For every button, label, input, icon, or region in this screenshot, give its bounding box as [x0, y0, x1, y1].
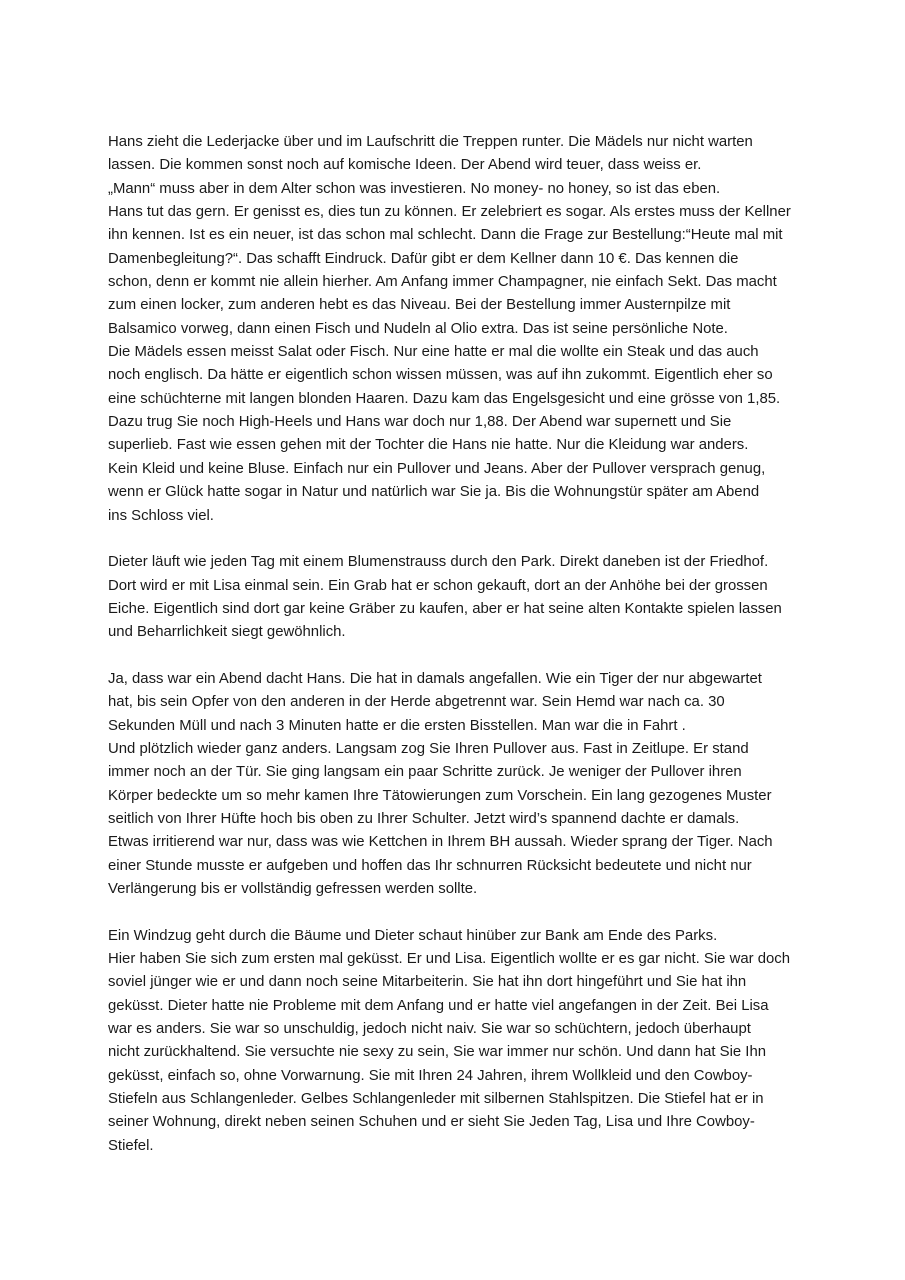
document-body	[108, 131, 808, 1181]
text-line: Balsamico vorweg, dann einen Fisch und Nudeln al Olio extra. Das ist seine persönliche Note.	[108, 320, 728, 337]
text-line: Die Mädels essen meisst Salat oder Fisch. Nur eine hatte er mal die wollte ein Steak und das auch	[108, 344, 759, 361]
text-line: geküsst, einfach so, ohne Vorwarnung. Sie mit Ihren 24 Jahren, ihrem Wollkleid und den Cowboy-	[108, 1067, 753, 1084]
text-line: Ja, dass war ein Abend dacht Hans. Die hat in damals angefallen. Wie ein Tiger der nur abgewartet	[108, 670, 762, 687]
text-line: eine schüchterne mit langen blonden Haaren. Dazu kam das Engelsgesicht und eine grösse von 1,85.	[108, 390, 781, 407]
text-line: ins Schloss viel.	[108, 507, 214, 524]
text-line: zum einen locker, zum anderen hebt es das Niveau. Bei der Bestellung immer Austernpilze mit	[108, 297, 731, 314]
text-line: Und plötzlich wieder ganz anders. Langsam zog Sie Ihren Pullover aus. Fast in Zeitlupe. Er stand	[108, 740, 749, 757]
text-line: Ein Windzug geht durch die Bäume und Dieter schaut hinüber zur Bank am Ende des Parks.	[108, 927, 718, 944]
text-line: Stiefel.	[108, 1137, 154, 1154]
text-line: und Beharrlichkeit siegt gewöhnlich.	[108, 624, 346, 641]
text-line: noch englisch. Da hätte er eigentlich schon wissen müssen, was auf ihn zukommt. Eigentlich eher so	[108, 367, 773, 384]
text-line: geküsst. Dieter hatte nie Probleme mit dem Anfang und er hatte viel angefangen in der Zeit. Bei Lisa	[108, 997, 769, 1014]
text-line: hat, bis sein Opfer von den anderen in der Herde abgetrennt war. Sein Hemd war nach ca. 30	[108, 694, 725, 711]
text-line: Damenbegleitung?“. Das schafft Eindruck. Dafür gibt er dem Kellner dann 10 €. Das kennen die	[108, 250, 739, 267]
text-line: Hans tut das gern. Er genisst es, dies tun zu können. Er zelebriert es sogar. Als erstes muss der Kellner	[108, 204, 791, 221]
text-line: wenn er Glück hatte sogar in Natur und natürlich war Sie ja. Bis die Wohnungstür später am Abend	[108, 484, 760, 501]
text-line: Etwas irritierend war nur, dass was wie Kettchen in Ihrem BH aussah. Wieder sprang der Tiger. Nach	[108, 834, 773, 851]
text-line: soviel jünger wie er und dann noch seine Mitarbeiterin. Sie hat ihn dort hingeführt und Sie hat ihn	[108, 974, 747, 991]
text-line: superlieb. Fast wie essen gehen mit der Tochter die Hans nie hatte. Nur die Kleidung war anders.	[108, 437, 749, 454]
paragraph	[108, 131, 808, 528]
paragraph	[108, 925, 808, 1158]
text-line: Dazu trug Sie noch High-Heels und Hans war doch nur 1,88. Der Abend war supernett und Sie	[108, 414, 732, 431]
paragraph	[108, 551, 808, 644]
text-line: seitlich von Ihrer Hüfte hoch bis oben zu Ihrer Schulter. Jetzt wird’s spannend dachte er damals.	[108, 810, 740, 827]
text-line: Körper bedeckte um so mehr kamen Ihre Tätowierungen zum Vorschein. Ein lang gezogenes Muster	[108, 787, 772, 804]
text-line: einer Stunde musste er aufgeben und hoffen das Ihr schnurren Rücksicht bedeutete und nicht nur	[108, 857, 752, 874]
text-line: Hans zieht die Lederjacke über und im Laufschritt die Treppen runter. Die Mädels nur nicht warten	[108, 134, 753, 150]
text-line: Stiefeln aus Schlangenleder. Gelbes Schlangenleder mit silbernen Stahlspitzen. Die Stiefel hat er in	[108, 1091, 764, 1108]
text-line: nicht zurückhaltend. Sie versuchte nie sexy zu sein, Sie war immer nur schön. Und dann hat Sie Ihn	[108, 1044, 767, 1061]
text-line: Verlängerung bis er vollständig gefressen werden sollte.	[108, 881, 478, 897]
text-line: Dort wird er mit Lisa einmal sein. Ein Grab hat er schon gekauft, dort an der Anhöhe bei der grossen	[108, 577, 768, 594]
text-line: seiner Wohnung, direkt neben seinen Schuhen und er sieht Sie Jeden Tag, Lisa und Ihre Cowboy-	[108, 1114, 755, 1131]
text-line: Sekunden Müll und nach 3 Minuten hatte er die ersten Bisstellen. Man war die in Fahrt .	[108, 717, 686, 734]
text-line: immer noch an der Tür. Sie ging langsam ein paar Schritte zurück. Je weniger der Pullover ihren	[108, 764, 742, 781]
text-line: ihn kennen. Ist es ein neuer, ist das schon mal schlecht. Dann die Frage zur Bestellung:“Heute mal mit	[108, 227, 783, 244]
text-line: Eiche. Eigentlich sind dort gar keine Gräber zu kaufen, aber er hat seine alten Kontakte spielen lassen	[108, 600, 782, 617]
text-line: „Mann“ muss aber in dem Alter schon was investieren. No money- no honey, so ist das eben.	[108, 180, 721, 197]
text-line: Hier haben Sie sich zum ersten mal geküsst. Er und Lisa. Eigentlich wollte er es gar nicht. Sie war doch	[108, 951, 790, 968]
text-line: Kein Kleid und keine Bluse. Einfach nur ein Pullover und Jeans. Aber der Pullover versprach genug,	[108, 460, 766, 477]
text-line: lassen. Die kommen sonst noch auf komische Ideen. Der Abend wird teuer, dass weiss er.	[108, 157, 702, 174]
paragraph	[108, 668, 808, 901]
text-line: Dieter läuft wie jeden Tag mit einem Blumenstrauss durch den Park. Direkt daneben ist der Friedhof.	[108, 554, 769, 571]
text-line: schon, denn er kommt nie allein hierher. Am Anfang immer Champagner, nie einfach Sekt. Das macht	[108, 274, 777, 291]
text-line: war es anders. Sie war so unschuldig, jedoch nicht naiv. Sie war so schüchtern, jedoch überhaupt	[108, 1021, 751, 1038]
